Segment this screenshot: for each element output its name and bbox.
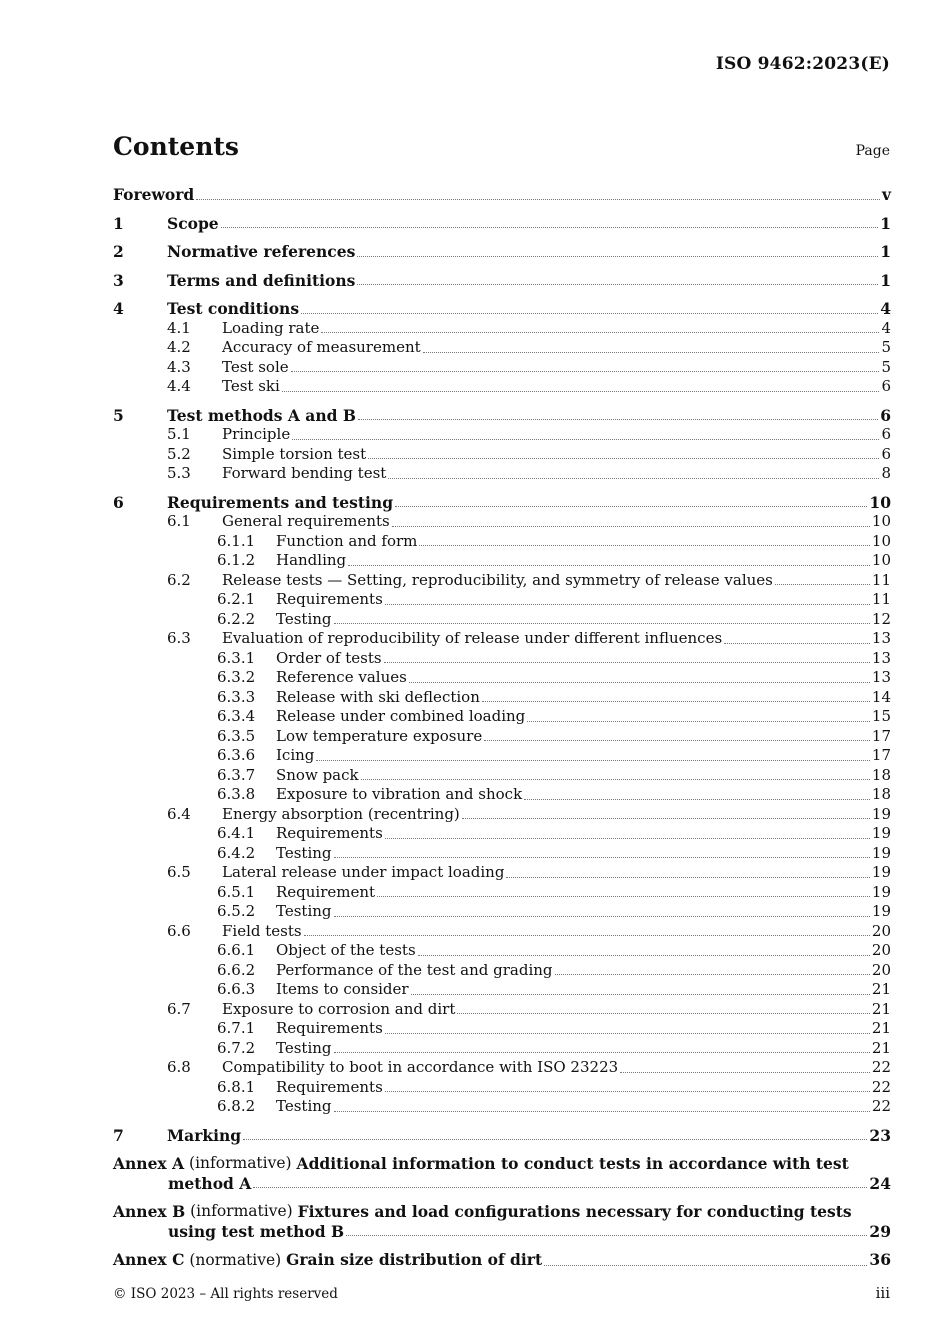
toc-entry-number: 6.8.1 [217,1077,256,1096]
toc-entry[interactable] [113,377,891,397]
leader-dots [482,701,870,702]
toc-entry-page: 11 [871,590,891,608]
leader-dots [358,419,878,420]
toc-entry-number: 6.3.1 [217,648,256,667]
leader-dots [334,1052,870,1053]
toc-entry-page: 18 [871,765,891,784]
leader-dots [555,974,870,975]
toc-entry-page: 6 [881,444,891,463]
toc-entry[interactable] [113,1058,891,1078]
toc-entry[interactable] [113,242,891,262]
toc-entry-page: 17 [871,746,891,764]
toc-entry[interactable] [113,668,891,688]
toc-entry[interactable] [113,512,891,532]
toc-entry[interactable] [113,805,891,825]
leader-dots [527,721,870,722]
toc-entry-title: Requirements [276,590,383,608]
toc-entry-page: 19 [871,804,891,823]
toc-entry[interactable] [113,271,891,291]
leader-dots [253,1187,867,1188]
leader-dots [357,256,878,257]
leader-dots [243,1139,867,1140]
toc-entry-number: 6.8 [167,1058,191,1076]
toc-entry[interactable] [113,649,891,669]
toc-entry-page: 10 [869,492,891,512]
toc-entry-number: 5.2 [167,444,191,463]
annex-b-page: 29 [869,1221,891,1241]
toc-entry-page: 21 [871,999,891,1018]
toc-entry[interactable] [113,1097,891,1117]
toc-entry-title: Low temperature exposure [276,726,483,745]
toc-entry-number: 4.1 [167,318,191,337]
toc-entry-title: Requirements [276,1077,383,1096]
toc-entry-page: 22 [871,1058,891,1076]
leader-dots [457,1013,870,1014]
toc-entry-title: Testing [276,902,332,920]
toc-entry-page: 20 [871,941,891,959]
toc-entry[interactable] [113,883,891,903]
toc-entry-title: Testing [276,609,332,628]
leader-dots [620,1072,870,1073]
toc-entry-title: Exposure to vibration and shock [276,785,523,803]
toc-entry[interactable] [113,214,891,234]
toc-entry-page: 13 [871,648,891,667]
toc-entry-title: Requirements [276,824,383,842]
toc-entry-title: Principle [222,425,291,443]
toc-entry-title: Release under combined loading [276,707,526,725]
toc-entry-number: 6.3.8 [217,785,256,803]
toc-entry[interactable] [113,185,891,205]
toc-entry-number: 6.1 [167,512,191,530]
toc-annex-b[interactable] [113,1202,891,1241]
annex-a-page: 24 [869,1173,891,1193]
toc-entry-title: Scope [167,213,219,233]
toc-entry[interactable] [113,1000,891,1020]
toc-entry-number: 6.3.7 [217,765,256,784]
toc-entry-title: Foreword [113,185,195,204]
toc-entry-page: 6 [881,425,891,443]
toc-entry[interactable] [113,980,891,1000]
toc-entry-page: 14 [871,687,891,706]
toc-entry-page: 21 [871,1038,891,1057]
toc-entry-title: Requirements and testing [167,492,394,512]
toc-entry-page: 20 [871,921,891,940]
leader-dots [506,877,869,878]
toc-entry-number: 6.3 [167,629,191,647]
toc-entry-title: Terms and definitions [167,270,356,290]
leader-dots [334,623,870,624]
toc-annex-a[interactable] [113,1154,891,1193]
toc-entry-title: Function and form [276,531,418,550]
annex-a-title-line1: Additional information to conduct tests in accordance with test [296,1154,849,1173]
toc-entry[interactable] [113,766,891,786]
toc-entry[interactable] [113,299,891,319]
toc-entry-title: Marking [167,1125,242,1145]
toc-entry[interactable] [113,785,891,805]
toc-entry[interactable] [113,1078,891,1098]
toc-entry[interactable] [113,746,891,766]
toc-entry-number: 7 [113,1125,124,1145]
toc-entry[interactable] [113,358,891,378]
leader-dots [385,1033,870,1034]
toc-entry-title: Lateral release under impact loading [222,863,505,881]
leader-dots [392,526,870,527]
toc-entry-number: 3 [113,270,124,290]
annex-b-title-line1: Fixtures and load configurations necessary for conducting tests [297,1202,852,1221]
leader-dots [334,916,870,917]
toc-entry-page: 4 [880,299,891,318]
toc-entry-title: Loading rate [222,318,320,337]
leader-dots [385,604,870,605]
leader-dots [282,391,880,392]
toc-entry[interactable] [113,1039,891,1059]
toc-entry-number: 6.6 [167,921,191,940]
toc-entry[interactable] [113,961,891,981]
page-column-label: Page [855,143,890,159]
toc-entry-title: Forward bending test [222,464,387,482]
toc-entry-page: 1 [880,213,891,233]
toc-entry-title: General requirements [222,512,390,530]
toc-entry-number: 6.2.2 [217,609,256,628]
toc-entry-number: 6.1.2 [217,551,256,569]
toc-entry-title: Requirement [276,882,376,901]
toc-entry-page: 11 [871,570,891,589]
leader-dots [462,818,870,819]
toc-entry-title: Items to consider [276,980,409,998]
toc-entry[interactable] [113,922,891,942]
annex-c-title: Grain size distribution of dirt [286,1250,543,1269]
annex-a-label: Annex A [113,1154,185,1173]
toc-entry[interactable] [113,425,891,445]
toc-entry[interactable] [113,863,891,883]
toc-entry-number: 5.3 [167,464,191,482]
toc-entry-number: 6.6.1 [217,941,256,959]
toc-entry-page: 18 [871,785,891,803]
toc-entry-page: 22 [871,1077,891,1096]
leader-dots [388,478,879,479]
toc-entry-number: 6.4 [167,804,191,823]
toc-entry-title: Field tests [222,921,302,940]
leader-dots [385,838,870,839]
toc-entry-title: Object of the tests [276,941,416,959]
leader-dots [292,439,879,440]
toc-entry-number: 6.3.5 [217,726,256,745]
leader-dots [321,332,879,333]
leader-dots [368,458,879,459]
toc-entry[interactable] [113,464,891,484]
toc-entry-number: 6.6.2 [217,960,256,979]
annex-b-label: Annex B [113,1202,186,1221]
toc-entry-title: Accuracy of measurement [222,338,421,356]
leader-dots [304,935,870,936]
toc-entry-number: 6.6.3 [217,980,256,998]
toc-entry-title: Order of tests [276,648,382,667]
toc-entry-title: Handling [276,551,347,569]
document-id: ISO 9462:2023(E) [715,54,890,74]
leader-dots [334,1111,870,1112]
toc-entry-title: Normative references [167,242,356,261]
toc-entry-title: Icing [276,746,315,764]
toc-entry-page: 19 [871,902,891,920]
table-of-contents [113,185,891,1271]
page-number: iii [875,1284,890,1302]
toc-entry[interactable] [113,406,891,426]
toc-entry-number: 6.2 [167,570,191,589]
leader-dots [221,227,879,228]
toc-entry-number: 6.5.2 [217,902,256,920]
leader-dots [423,352,880,353]
toc-entry[interactable] [113,571,891,591]
toc-entry-title: Performance of the test and grading [276,960,553,979]
toc-entry[interactable] [113,902,891,922]
leader-dots [544,1265,867,1266]
toc-entry-page: 13 [871,629,891,647]
leader-dots [484,740,870,741]
annex-b-kind: (informative) [190,1202,293,1220]
toc-entry-number: 6.4.2 [217,843,256,862]
toc-entry-page: 4 [881,318,891,337]
toc-entry[interactable] [113,707,891,727]
toc-entry-page: 10 [871,551,891,569]
toc-entry-page: 22 [871,1097,891,1115]
toc-entry[interactable] [113,1126,891,1146]
leader-dots [775,584,870,585]
toc-entry-page: v [881,185,891,204]
toc-entry-number: 4.4 [167,377,191,395]
toc-entry-number: 6.8.2 [217,1097,256,1115]
toc-annex-c[interactable] [113,1250,891,1271]
toc-entry-title: Simple torsion test [222,444,367,463]
leader-dots [346,1235,867,1236]
toc-entry-number: 6.5 [167,863,191,881]
leader-dots [419,545,870,546]
toc-entry-page: 8 [881,464,891,482]
toc-entry-title: Release with ski deflection [276,687,480,706]
toc-entry-title: Test ski [222,377,280,395]
leader-dots [334,857,870,858]
toc-entry[interactable] [113,493,891,513]
toc-entry-title: Exposure to corrosion and dirt [222,999,456,1018]
leader-dots [348,565,870,566]
leader-dots [377,896,870,897]
toc-entry-number: 6.3.6 [217,746,256,764]
leader-dots [301,313,878,314]
toc-entry-number: 5 [113,405,124,425]
toc-entry-title: Requirements [276,1019,383,1037]
leader-dots [361,779,870,780]
annex-a-title-line2: method A [168,1173,252,1193]
leader-dots [291,371,880,372]
toc-entry-page: 1 [880,242,891,261]
toc-entry-page: 1 [880,270,891,290]
toc-entry-number: 6.2.1 [217,590,256,608]
toc-entry-title: Evaluation of reproducibility of release under different influences [222,629,723,647]
toc-entry-title: Test conditions [167,299,300,318]
contents-title: Contents [113,132,240,161]
toc-entry-title: Testing [276,1097,332,1115]
toc-entry-number: 2 [113,242,124,261]
leader-dots [385,1091,870,1092]
toc-entry-title: Release tests — Setting, reproducibility, and symmetry of release values [222,570,773,589]
annex-c-kind: (normative) [189,1251,282,1269]
toc-entry-number: 6.3.4 [217,707,256,725]
toc-entry-number: 6.5.1 [217,882,256,901]
toc-entry-number: 4.2 [167,338,191,356]
toc-entry-page: 17 [871,726,891,745]
leader-dots [724,643,870,644]
toc-entry-page: 19 [871,863,891,881]
toc-entry-title: Reference values [276,668,407,686]
toc-entry[interactable] [113,445,891,465]
leader-dots [316,760,870,761]
toc-entry-page: 13 [871,668,891,686]
toc-entry[interactable] [113,551,891,571]
leader-dots [409,682,870,683]
leader-dots [395,506,867,507]
toc-entry-title: Testing [276,843,332,862]
toc-entry[interactable] [113,727,891,747]
toc-entry-page: 19 [871,843,891,862]
toc-entry[interactable] [113,941,891,961]
toc-entry[interactable] [113,338,891,358]
toc-entry-number: 6.7.2 [217,1038,256,1057]
leader-dots [418,955,870,956]
toc-entry-page: 6 [880,405,891,425]
toc-entry[interactable] [113,610,891,630]
toc-entry-page: 10 [871,512,891,530]
toc-entries [113,185,891,1145]
toc-entry-page: 10 [871,531,891,550]
toc-entry-title: Energy absorption (recentring) [222,804,460,823]
toc-entry-page: 6 [881,377,891,395]
toc-entry-page: 20 [871,960,891,979]
toc-entry-number: 4 [113,299,124,318]
toc-entry-title: Testing [276,1038,332,1057]
annex-c-label: Annex C [113,1250,185,1269]
leader-dots [524,799,870,800]
toc-entry[interactable] [113,1019,891,1039]
annex-a-kind: (informative) [189,1154,292,1172]
toc-entry-number: 5.1 [167,425,191,443]
toc-entry-page: 19 [871,824,891,842]
leader-dots [384,662,870,663]
toc-entry-title: Snow pack [276,765,359,784]
toc-entry[interactable] [113,844,891,864]
toc-entry-page: 21 [871,1019,891,1037]
toc-entry-number: 6.7 [167,999,191,1018]
toc-entry-number: 6.3.2 [217,668,256,686]
toc-entry[interactable] [113,590,891,610]
toc-entry-number: 6.3.3 [217,687,256,706]
toc-entry-page: 19 [871,882,891,901]
toc-entry-number: 6.1.1 [217,531,256,550]
toc-entry-page: 23 [869,1125,891,1145]
annex-b-title-line2: using test method B [168,1221,345,1241]
toc-entry-title: Compatibility to boot in accordance with ISO 23223 [222,1058,619,1076]
toc-entry[interactable] [113,629,891,649]
toc-entry-page: 21 [871,980,891,998]
toc-entry-number: 6 [113,492,124,512]
copyright-notice: © ISO 2023 – All rights reserved [113,1286,338,1302]
toc-entry[interactable] [113,319,891,339]
toc-entry-number: 6.7.1 [217,1019,256,1037]
toc-entry-page: 5 [881,357,891,376]
toc-entry-page: 12 [871,609,891,628]
annex-c-page: 36 [869,1250,891,1269]
leader-dots [411,994,870,995]
toc-entry-title: Test methods A and B [167,405,356,425]
toc-entry[interactable] [113,532,891,552]
toc-entry[interactable] [113,824,891,844]
toc-entry[interactable] [113,688,891,708]
leader-dots [196,199,880,200]
toc-entry-page: 5 [881,338,891,356]
toc-entry-number: 6.4.1 [217,824,256,842]
toc-entry-page: 15 [871,707,891,725]
toc-entry-title: Test sole [222,357,289,376]
toc-entry-number: 1 [113,213,124,233]
leader-dots [357,284,878,285]
toc-entry-number: 4.3 [167,357,191,376]
